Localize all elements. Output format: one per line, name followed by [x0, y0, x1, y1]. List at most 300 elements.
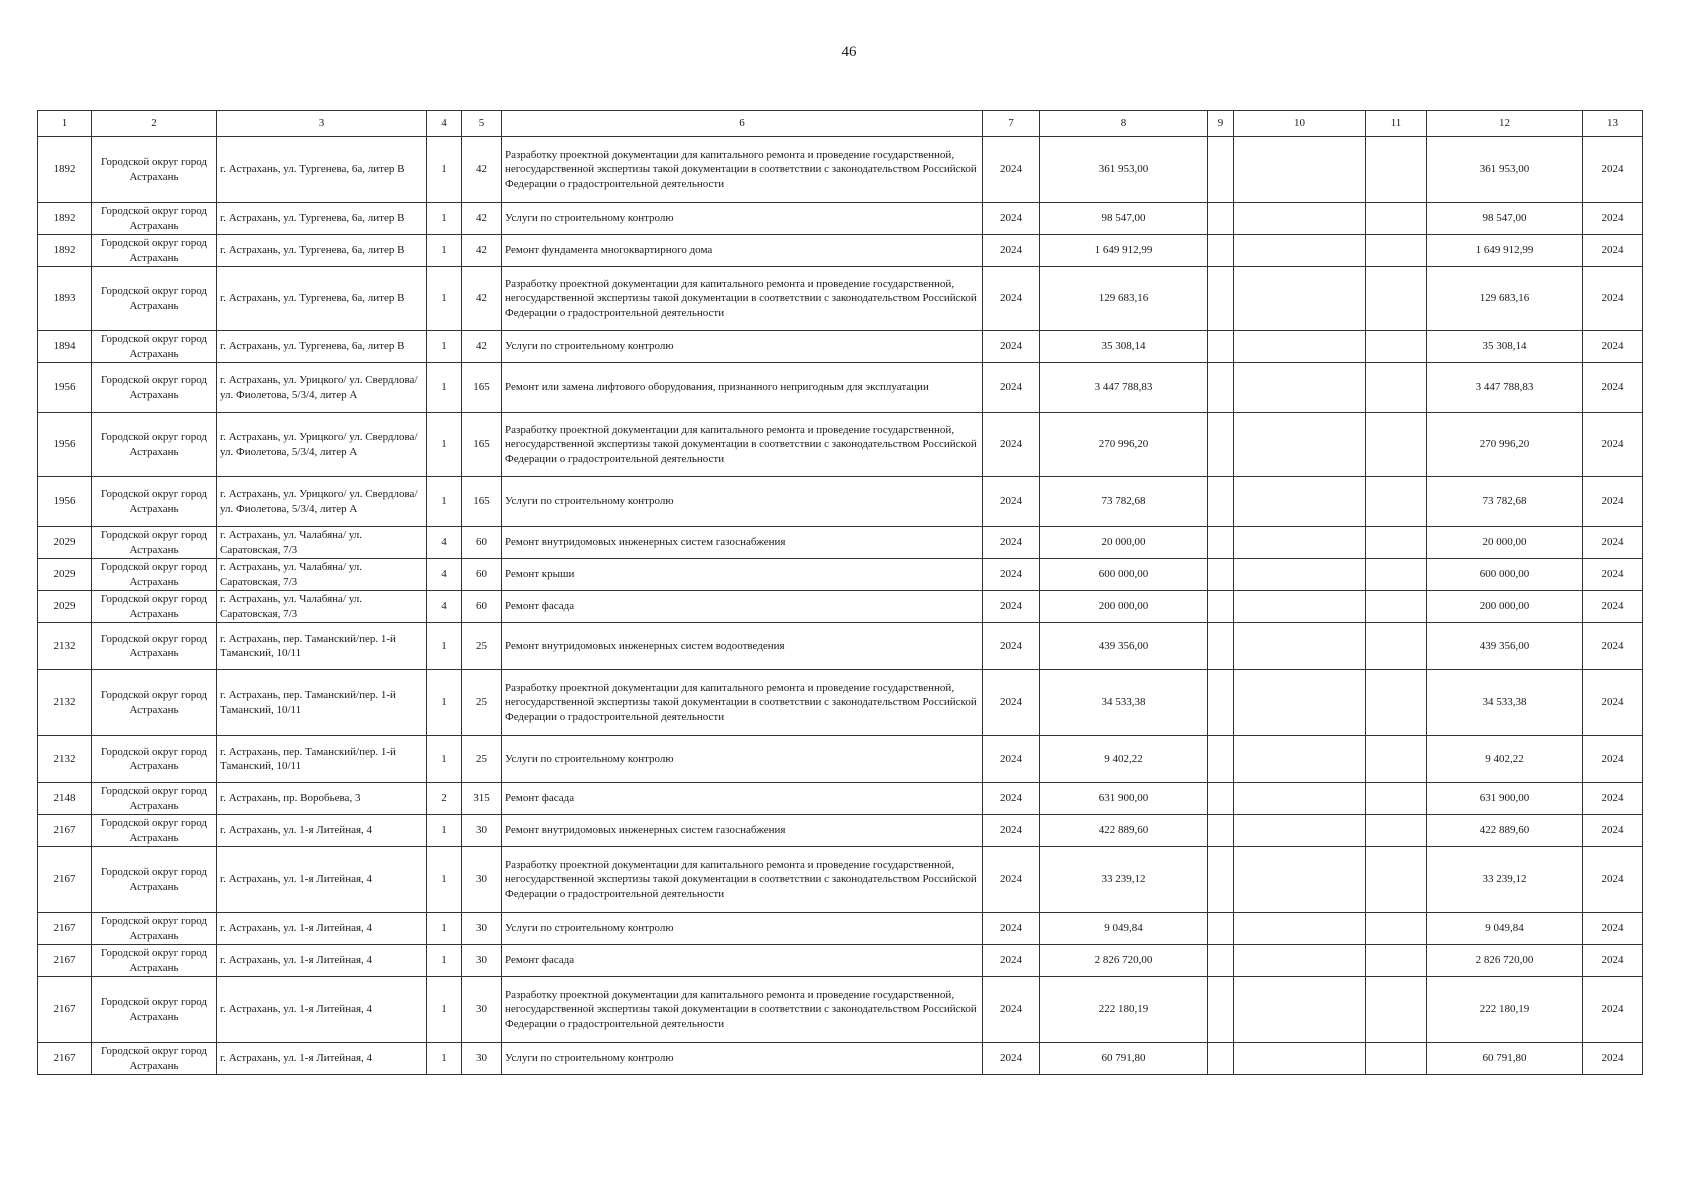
cell-year-end: 2024	[1583, 670, 1643, 736]
cell-col-5: 30	[462, 847, 502, 913]
cell-col-11	[1366, 527, 1427, 559]
cell-col-10	[1234, 847, 1366, 913]
works-table-container	[37, 110, 1642, 1075]
cell-cost: 361 953,00	[1040, 137, 1208, 203]
cell-year: 2024	[983, 1043, 1040, 1075]
cell-col-9	[1208, 945, 1234, 977]
cell-cost-total: 200 000,00	[1427, 591, 1583, 623]
cell-municipality: Городской округ город Астрахань	[92, 736, 217, 783]
cell-cost-total: 33 239,12	[1427, 847, 1583, 913]
cell-year: 2024	[983, 977, 1040, 1043]
cell-cost-total: 2 826 720,00	[1427, 945, 1583, 977]
cell-year: 2024	[983, 203, 1040, 235]
cell-work-type: Ремонт внутридомовых инженерных систем газоснабжения	[502, 815, 983, 847]
cell-object-number: 2132	[38, 736, 92, 783]
column-header-1: 1	[38, 111, 92, 137]
cell-municipality: Городской округ город Астрахань	[92, 235, 217, 267]
cell-address: г. Астрахань, пер. Таманский/пер. 1-й Таманский, 10/11	[217, 623, 427, 670]
cell-address: г. Астрахань, ул. Тургенева, 6а, литер В	[217, 203, 427, 235]
cell-year-end: 2024	[1583, 815, 1643, 847]
cell-col-4: 1	[427, 267, 462, 331]
cell-col-9	[1208, 235, 1234, 267]
cell-municipality: Городской округ город Астрахань	[92, 1043, 217, 1075]
cell-cost: 34 533,38	[1040, 670, 1208, 736]
cell-col-11	[1366, 913, 1427, 945]
cell-municipality: Городской округ город Астрахань	[92, 913, 217, 945]
cell-object-number: 2132	[38, 670, 92, 736]
cell-col-10	[1234, 267, 1366, 331]
cell-year-end: 2024	[1583, 977, 1643, 1043]
cell-col-4: 1	[427, 331, 462, 363]
cell-cost-total: 35 308,14	[1427, 331, 1583, 363]
table-row	[38, 413, 1643, 477]
cell-year-end: 2024	[1583, 413, 1643, 477]
column-header-10: 10	[1234, 111, 1366, 137]
table-row	[38, 235, 1643, 267]
cell-cost-total: 9 402,22	[1427, 736, 1583, 783]
table-row	[38, 736, 1643, 783]
cell-col-5: 30	[462, 1043, 502, 1075]
cell-col-4: 1	[427, 847, 462, 913]
cell-col-11	[1366, 783, 1427, 815]
cell-year: 2024	[983, 331, 1040, 363]
cell-col-5: 42	[462, 235, 502, 267]
cell-cost-total: 9 049,84	[1427, 913, 1583, 945]
column-header-8: 8	[1040, 111, 1208, 137]
table-row	[38, 847, 1643, 913]
cell-cost: 33 239,12	[1040, 847, 1208, 913]
table-row	[38, 623, 1643, 670]
cell-object-number: 2167	[38, 945, 92, 977]
cell-municipality: Городской округ город Астрахань	[92, 591, 217, 623]
cell-municipality: Городской округ город Астрахань	[92, 137, 217, 203]
cell-year: 2024	[983, 670, 1040, 736]
cell-address: г. Астрахань, пр. Воробьева, 3	[217, 783, 427, 815]
cell-municipality: Городской округ город Астрахань	[92, 670, 217, 736]
cell-col-10	[1234, 137, 1366, 203]
cell-col-9	[1208, 815, 1234, 847]
cell-object-number: 2167	[38, 977, 92, 1043]
cell-col-9	[1208, 736, 1234, 783]
cell-work-type: Разработку проектной документации для капитального ремонта и проведение государственной, негосударственной экспертизы такой документации в соответствии с законодательством Российской Федерации о градостроительной деятельности	[502, 977, 983, 1043]
cell-col-10	[1234, 413, 1366, 477]
cell-municipality: Городской округ город Астрахань	[92, 977, 217, 1043]
table-row	[38, 363, 1643, 413]
cell-work-type: Ремонт внутридомовых инженерных систем газоснабжения	[502, 527, 983, 559]
cell-work-type: Ремонт внутридомовых инженерных систем водоотведения	[502, 623, 983, 670]
cell-col-10	[1234, 623, 1366, 670]
table-row	[38, 977, 1643, 1043]
cell-col-11	[1366, 137, 1427, 203]
cell-municipality: Городской округ город Астрахань	[92, 847, 217, 913]
cell-year-end: 2024	[1583, 591, 1643, 623]
cell-work-type: Услуги по строительному контролю	[502, 1043, 983, 1075]
cell-cost: 2 826 720,00	[1040, 945, 1208, 977]
cell-col-4: 2	[427, 783, 462, 815]
cell-col-4: 4	[427, 527, 462, 559]
cell-col-9	[1208, 913, 1234, 945]
cell-col-5: 25	[462, 623, 502, 670]
cell-year: 2024	[983, 736, 1040, 783]
cell-municipality: Городской округ город Астрахань	[92, 363, 217, 413]
cell-col-10	[1234, 945, 1366, 977]
cell-col-9	[1208, 203, 1234, 235]
cell-year-end: 2024	[1583, 783, 1643, 815]
cell-year: 2024	[983, 477, 1040, 527]
cell-object-number: 1892	[38, 235, 92, 267]
table-row	[38, 591, 1643, 623]
cell-col-11	[1366, 477, 1427, 527]
cell-object-number: 1893	[38, 267, 92, 331]
cell-cost-total: 600 000,00	[1427, 559, 1583, 591]
cell-col-5: 42	[462, 203, 502, 235]
cell-year-end: 2024	[1583, 913, 1643, 945]
cell-cost: 129 683,16	[1040, 267, 1208, 331]
cell-cost-total: 60 791,80	[1427, 1043, 1583, 1075]
cell-col-11	[1366, 945, 1427, 977]
cell-year: 2024	[983, 235, 1040, 267]
cell-year-end: 2024	[1583, 559, 1643, 591]
cell-work-type: Разработку проектной документации для капитального ремонта и проведение государственной, негосударственной экспертизы такой документации в соответствии с законодательством Российской Федерации о градостроительной деятельности	[502, 847, 983, 913]
cell-col-10	[1234, 235, 1366, 267]
cell-work-type: Разработку проектной документации для капитального ремонта и проведение государственной, негосударственной экспертизы такой документации в соответствии с законодательством Российской Федерации о градостроительной деятельности	[502, 670, 983, 736]
cell-object-number: 2167	[38, 1043, 92, 1075]
cell-col-10	[1234, 559, 1366, 591]
cell-col-11	[1366, 1043, 1427, 1075]
cell-cost: 600 000,00	[1040, 559, 1208, 591]
cell-cost: 9 049,84	[1040, 913, 1208, 945]
cell-col-11	[1366, 847, 1427, 913]
table-row	[38, 913, 1643, 945]
cell-address: г. Астрахань, пер. Таманский/пер. 1-й Таманский, 10/11	[217, 670, 427, 736]
cell-object-number: 1956	[38, 413, 92, 477]
cell-year: 2024	[983, 623, 1040, 670]
cell-col-5: 30	[462, 815, 502, 847]
cell-col-10	[1234, 1043, 1366, 1075]
cell-address: г. Астрахань, ул. Урицкого/ ул. Свердлова/ ул. Фиолетова, 5/3/4, литер А	[217, 413, 427, 477]
column-header-9: 9	[1208, 111, 1234, 137]
cell-cost-total: 34 533,38	[1427, 670, 1583, 736]
cell-work-type: Услуги по строительному контролю	[502, 913, 983, 945]
cell-col-5: 315	[462, 783, 502, 815]
cell-work-type: Услуги по строительному контролю	[502, 331, 983, 363]
cell-col-9	[1208, 477, 1234, 527]
cell-cost: 9 402,22	[1040, 736, 1208, 783]
cell-col-4: 1	[427, 477, 462, 527]
cell-year: 2024	[983, 913, 1040, 945]
cell-col-4: 1	[427, 670, 462, 736]
cell-municipality: Городской округ город Астрахань	[92, 413, 217, 477]
cell-work-type: Услуги по строительному контролю	[502, 477, 983, 527]
cell-address: г. Астрахань, ул. Тургенева, 6а, литер В	[217, 331, 427, 363]
cell-year-end: 2024	[1583, 847, 1643, 913]
cell-col-9	[1208, 331, 1234, 363]
cell-year-end: 2024	[1583, 945, 1643, 977]
cell-year-end: 2024	[1583, 137, 1643, 203]
cell-col-10	[1234, 815, 1366, 847]
cell-col-10	[1234, 913, 1366, 945]
cell-object-number: 1892	[38, 137, 92, 203]
cell-year: 2024	[983, 137, 1040, 203]
column-header-3: 3	[217, 111, 427, 137]
cell-cost-total: 422 889,60	[1427, 815, 1583, 847]
cell-address: г. Астрахань, ул. Тургенева, 6а, литер В	[217, 267, 427, 331]
cell-col-9	[1208, 670, 1234, 736]
cell-cost: 270 996,20	[1040, 413, 1208, 477]
cell-col-10	[1234, 203, 1366, 235]
cell-col-10	[1234, 331, 1366, 363]
cell-work-type: Ремонт или замена лифтового оборудования, признанного непригодным для эксплуатации	[502, 363, 983, 413]
cell-col-4: 1	[427, 413, 462, 477]
cell-cost-total: 73 782,68	[1427, 477, 1583, 527]
cell-work-type: Ремонт фундамента многоквартирного дома	[502, 235, 983, 267]
cell-col-9	[1208, 267, 1234, 331]
cell-col-5: 30	[462, 945, 502, 977]
table-row	[38, 783, 1643, 815]
cell-col-9	[1208, 847, 1234, 913]
table-row	[38, 527, 1643, 559]
cell-address: г. Астрахань, ул. 1-я Литейная, 4	[217, 1043, 427, 1075]
column-header-12: 12	[1427, 111, 1583, 137]
column-header-2: 2	[92, 111, 217, 137]
cell-col-4: 1	[427, 913, 462, 945]
cell-municipality: Городской округ город Астрахань	[92, 559, 217, 591]
cell-col-5: 30	[462, 977, 502, 1043]
table-row	[38, 1043, 1643, 1075]
cell-cost-total: 270 996,20	[1427, 413, 1583, 477]
cell-cost: 60 791,80	[1040, 1043, 1208, 1075]
cell-year: 2024	[983, 815, 1040, 847]
cell-work-type: Услуги по строительному контролю	[502, 736, 983, 783]
cell-col-11	[1366, 623, 1427, 670]
cell-address: г. Астрахань, ул. 1-я Литейная, 4	[217, 815, 427, 847]
cell-col-11	[1366, 267, 1427, 331]
cell-cost-total: 20 000,00	[1427, 527, 1583, 559]
cell-year-end: 2024	[1583, 203, 1643, 235]
cell-col-5: 42	[462, 137, 502, 203]
cell-work-type: Ремонт фасада	[502, 591, 983, 623]
cell-year: 2024	[983, 945, 1040, 977]
cell-municipality: Городской округ город Астрахань	[92, 783, 217, 815]
cell-col-11	[1366, 977, 1427, 1043]
cell-cost-total: 98 547,00	[1427, 203, 1583, 235]
page-number: 46	[841, 44, 857, 60]
cell-cost: 35 308,14	[1040, 331, 1208, 363]
cell-col-4: 4	[427, 559, 462, 591]
cell-address: г. Астрахань, пер. Таманский/пер. 1-й Таманский, 10/11	[217, 736, 427, 783]
cell-address: г. Астрахань, ул. Тургенева, 6а, литер В	[217, 235, 427, 267]
cell-year: 2024	[983, 559, 1040, 591]
cell-col-9	[1208, 527, 1234, 559]
cell-work-type: Ремонт фасада	[502, 783, 983, 815]
cell-col-5: 60	[462, 527, 502, 559]
cell-col-11	[1366, 363, 1427, 413]
cell-year: 2024	[983, 847, 1040, 913]
cell-cost: 422 889,60	[1040, 815, 1208, 847]
cell-object-number: 2029	[38, 591, 92, 623]
cell-col-11	[1366, 413, 1427, 477]
cell-col-10	[1234, 736, 1366, 783]
cell-year-end: 2024	[1583, 477, 1643, 527]
table-row	[38, 203, 1643, 235]
cell-col-4: 1	[427, 203, 462, 235]
cell-object-number: 1894	[38, 331, 92, 363]
cell-cost-total: 1 649 912,99	[1427, 235, 1583, 267]
cell-cost: 1 649 912,99	[1040, 235, 1208, 267]
cell-col-11	[1366, 203, 1427, 235]
cell-col-4: 1	[427, 137, 462, 203]
cell-col-5: 42	[462, 331, 502, 363]
cell-col-5: 25	[462, 736, 502, 783]
cell-year-end: 2024	[1583, 1043, 1643, 1075]
cell-year-end: 2024	[1583, 363, 1643, 413]
cell-object-number: 2029	[38, 559, 92, 591]
cell-municipality: Городской округ город Астрахань	[92, 623, 217, 670]
cell-col-11	[1366, 235, 1427, 267]
cell-col-4: 1	[427, 363, 462, 413]
cell-col-10	[1234, 783, 1366, 815]
cell-cost-total: 222 180,19	[1427, 977, 1583, 1043]
cell-year-end: 2024	[1583, 736, 1643, 783]
cell-col-5: 60	[462, 559, 502, 591]
cell-year: 2024	[983, 591, 1040, 623]
cell-col-4: 1	[427, 977, 462, 1043]
cell-cost: 3 447 788,83	[1040, 363, 1208, 413]
works-table	[37, 110, 1643, 1075]
cell-cost: 222 180,19	[1040, 977, 1208, 1043]
cell-object-number: 1956	[38, 477, 92, 527]
column-header-5: 5	[462, 111, 502, 137]
cell-year: 2024	[983, 413, 1040, 477]
cell-cost-total: 439 356,00	[1427, 623, 1583, 670]
cell-col-11	[1366, 591, 1427, 623]
cell-cost-total: 3 447 788,83	[1427, 363, 1583, 413]
column-header-4: 4	[427, 111, 462, 137]
cell-year-end: 2024	[1583, 527, 1643, 559]
cell-cost-total: 129 683,16	[1427, 267, 1583, 331]
cell-year-end: 2024	[1583, 267, 1643, 331]
cell-cost: 439 356,00	[1040, 623, 1208, 670]
cell-year-end: 2024	[1583, 623, 1643, 670]
cell-work-type: Разработку проектной документации для капитального ремонта и проведение государственной, негосударственной экспертизы такой документации в соответствии с законодательством Российской Федерации о градостроительной деятельности	[502, 137, 983, 203]
cell-col-5: 165	[462, 413, 502, 477]
cell-object-number: 2167	[38, 847, 92, 913]
cell-col-9	[1208, 623, 1234, 670]
cell-address: г. Астрахань, ул. 1-я Литейная, 4	[217, 945, 427, 977]
cell-col-9	[1208, 783, 1234, 815]
cell-year: 2024	[983, 267, 1040, 331]
cell-col-11	[1366, 736, 1427, 783]
cell-work-type: Ремонт фасада	[502, 945, 983, 977]
cell-address: г. Астрахань, ул. Тургенева, 6а, литер В	[217, 137, 427, 203]
cell-col-9	[1208, 137, 1234, 203]
table-row	[38, 559, 1643, 591]
cell-address: г. Астрахань, ул. Чалабяна/ ул. Саратовская, 7/3	[217, 559, 427, 591]
cell-year-end: 2024	[1583, 235, 1643, 267]
cell-col-10	[1234, 591, 1366, 623]
table-row	[38, 137, 1643, 203]
cell-object-number: 2132	[38, 623, 92, 670]
cell-municipality: Городской округ город Астрахань	[92, 477, 217, 527]
column-header-13: 13	[1583, 111, 1643, 137]
cell-col-5: 25	[462, 670, 502, 736]
cell-col-9	[1208, 1043, 1234, 1075]
table-row	[38, 815, 1643, 847]
table-row	[38, 945, 1643, 977]
cell-year: 2024	[983, 783, 1040, 815]
cell-col-5: 165	[462, 363, 502, 413]
cell-work-type: Разработку проектной документации для капитального ремонта и проведение государственной, негосударственной экспертизы такой документации в соответствии с законодательством Российской Федерации о градостроительной деятельности	[502, 413, 983, 477]
column-header-11: 11	[1366, 111, 1427, 137]
cell-cost: 631 900,00	[1040, 783, 1208, 815]
cell-col-4: 4	[427, 591, 462, 623]
cell-cost: 20 000,00	[1040, 527, 1208, 559]
cell-address: г. Астрахань, ул. Чалабяна/ ул. Саратовская, 7/3	[217, 591, 427, 623]
cell-work-type: Услуги по строительному контролю	[502, 203, 983, 235]
cell-cost-total: 361 953,00	[1427, 137, 1583, 203]
cell-year: 2024	[983, 363, 1040, 413]
cell-col-11	[1366, 559, 1427, 591]
cell-address: г. Астрахань, ул. 1-я Литейная, 4	[217, 977, 427, 1043]
cell-col-10	[1234, 363, 1366, 413]
cell-municipality: Городской округ город Астрахань	[92, 203, 217, 235]
cell-object-number: 2148	[38, 783, 92, 815]
cell-object-number: 2167	[38, 913, 92, 945]
column-header-6: 6	[502, 111, 983, 137]
cell-col-4: 1	[427, 1043, 462, 1075]
cell-municipality: Городской округ город Астрахань	[92, 331, 217, 363]
table-row	[38, 331, 1643, 363]
cell-address: г. Астрахань, ул. Урицкого/ ул. Свердлова/ ул. Фиолетова, 5/3/4, литер А	[217, 477, 427, 527]
cell-object-number: 2167	[38, 815, 92, 847]
table-row	[38, 670, 1643, 736]
column-header-7: 7	[983, 111, 1040, 137]
cell-col-9	[1208, 591, 1234, 623]
cell-cost-total: 631 900,00	[1427, 783, 1583, 815]
cell-address: г. Астрахань, ул. Урицкого/ ул. Свердлова/ ул. Фиолетова, 5/3/4, литер А	[217, 363, 427, 413]
cell-col-9	[1208, 977, 1234, 1043]
cell-col-4: 1	[427, 623, 462, 670]
cell-col-10	[1234, 977, 1366, 1043]
cell-address: г. Астрахань, ул. 1-я Литейная, 4	[217, 913, 427, 945]
cell-col-4: 1	[427, 736, 462, 783]
cell-municipality: Городской округ город Астрахань	[92, 945, 217, 977]
cell-col-11	[1366, 331, 1427, 363]
cell-cost: 73 782,68	[1040, 477, 1208, 527]
cell-address: г. Астрахань, ул. Чалабяна/ ул. Саратовская, 7/3	[217, 527, 427, 559]
cell-col-5: 165	[462, 477, 502, 527]
cell-col-10	[1234, 527, 1366, 559]
cell-col-4: 1	[427, 815, 462, 847]
cell-col-11	[1366, 815, 1427, 847]
cell-object-number: 1956	[38, 363, 92, 413]
cell-object-number: 1892	[38, 203, 92, 235]
cell-municipality: Городской округ город Астрахань	[92, 527, 217, 559]
cell-municipality: Городской округ город Астрахань	[92, 815, 217, 847]
cell-year: 2024	[983, 527, 1040, 559]
cell-col-9	[1208, 363, 1234, 413]
cell-col-11	[1366, 670, 1427, 736]
cell-address: г. Астрахань, ул. 1-я Литейная, 4	[217, 847, 427, 913]
cell-work-type: Разработку проектной документации для капитального ремонта и проведение государственной, негосударственной экспертизы такой документации в соответствии с законодательством Российской Федерации о градостроительной деятельности	[502, 267, 983, 331]
cell-work-type: Ремонт крыши	[502, 559, 983, 591]
cell-cost: 200 000,00	[1040, 591, 1208, 623]
cell-cost: 98 547,00	[1040, 203, 1208, 235]
cell-col-4: 1	[427, 945, 462, 977]
cell-col-9	[1208, 413, 1234, 477]
cell-col-5: 60	[462, 591, 502, 623]
cell-col-9	[1208, 559, 1234, 591]
